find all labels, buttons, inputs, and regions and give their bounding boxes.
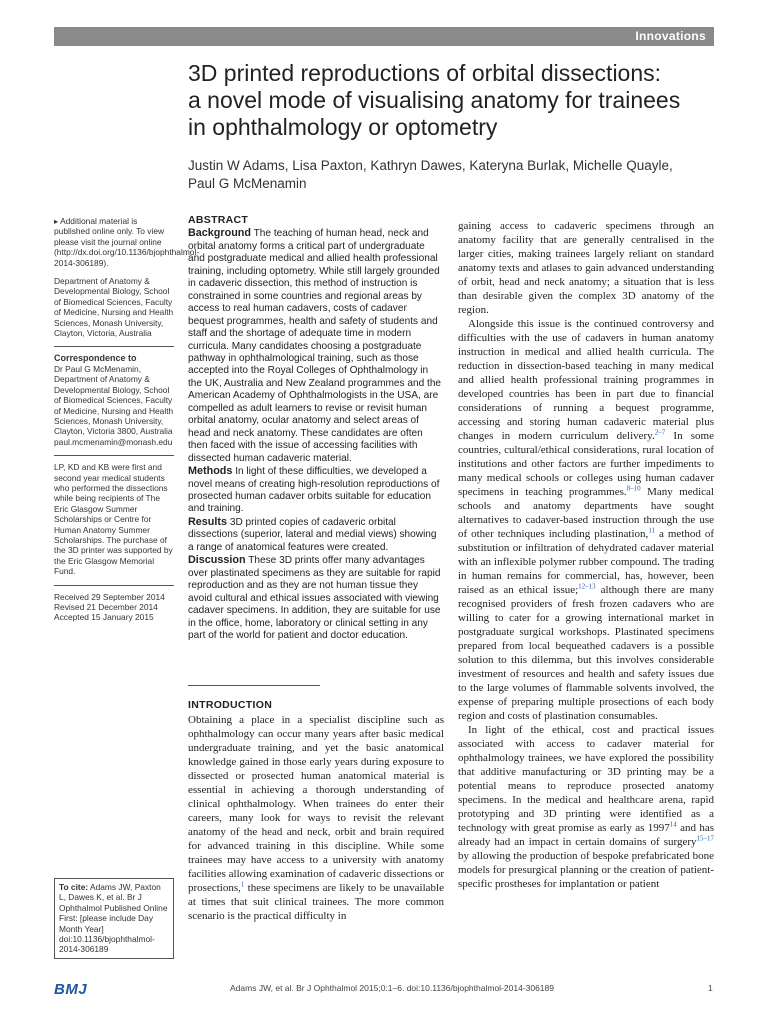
background-label: Background: [188, 227, 251, 240]
author-line: Paul G McMenamin: [188, 176, 307, 191]
reference-link[interactable]: 11: [648, 526, 656, 535]
divider: [54, 585, 174, 586]
bmj-logo: BMJ: [54, 981, 88, 998]
accepted-date: Accepted 15 January 2015: [54, 612, 154, 623]
funding-note: LP, KD and KB were first and second year medical students who performed the dissections while being recipients of The Eric Glasgow Summer Scholarships or Centre for Human Anatomy Summer Scholarships. The purchase of the 3D printer was supported by the Eric Glasgow Memorial Fund.: [54, 462, 173, 577]
introduction-body: [188, 713, 444, 923]
body-paragraph: [458, 723, 714, 891]
abstract-divider: [188, 685, 320, 686]
reference-link[interactable]: 1: [240, 880, 245, 889]
reference-link[interactable]: 12–13: [578, 582, 596, 591]
abstract-methods: [188, 465, 444, 516]
discussion-label: Discussion: [188, 554, 246, 567]
introduction-heading: INTRODUCTION: [188, 699, 273, 711]
abstract-discussion: [188, 554, 444, 642]
methods-text: In light of these difficulties, we developed a novel means of creating high-resolution reproductions of prosected human cadaver orbits suitable for education and training.: [188, 466, 440, 515]
divider: [54, 455, 174, 456]
body-text: In light of the ethical, cost and practical issues associated with access to cadaver material for ophthalmology trainees, we have explored the possibility that additive manufacturing or 3D printing may be a potential means to reproduce prosected anatomy specimens. In the medical and healthcare arena, rapid prototyping and 3D printing were identified as a technology with great promise as early as 1997: [458, 724, 714, 834]
intro-paragraph: [188, 713, 444, 923]
page-number: 1: [708, 983, 713, 993]
reference-link[interactable]: 14: [669, 820, 677, 829]
background-text: The teaching of human head, neck and orbital anatomy forms a critical part of undergraduate and postgraduate medical and allied health professional training, including optometry. While still largely grounded in cadaveric dissection, this method of instruction is constrained in some countries and regional areas by access to real human cadavers, costs of cadaver bequest programmes, health and safety of students and staff and the shortage of adequate time in modern curricula. Many candidates choosing a postgraduate pathway in ophthalmological training, such as those accepted into the Royal Colleges of Ophthalmology in the UK, Australia and New Zealand programmes and the American Academy of Ophthalmologists in the USA, are compelled as adult learners to revise or revisit human orbital anatomy, ocular anatomy and select areas of head and neck anatomy. These candidates are often then faced with the issue of accessing facilities with dissected human cadaveric material.: [188, 228, 442, 464]
received-date: Received 29 September 2014: [54, 591, 165, 602]
body-text: Alongside this issue is the continued controversy and difficulties with the use of cadavers in human anatomy instruction in medical and allied health curricula. The reduction in dissection-based teaching in many medical and allied health professional training programmes in developed countries has been in part due to financial considerations of running a bequest programme, accessing and storing human cadaveric material plus changes in modern curriculum delivery.: [458, 318, 714, 442]
footer-citation: Adams JW, et al. Br J Ophthalmol 2015;0:1–6. doi:10.1136/bjophthalmol-2014-306189: [230, 983, 554, 993]
section-header-bar: [54, 27, 714, 46]
author-line: Justin W Adams, Lisa Paxton, Kathryn Dawes, Kateryna Burlak, Michelle Quayle,: [188, 158, 673, 173]
intro-text: these specimens are likely to be unavailable at times that suit clinical trainees. The more common scenario is the practical difficulty in: [188, 882, 444, 922]
abstract-heading: ABSTRACT: [188, 214, 249, 226]
abstract: [188, 214, 444, 642]
intro-text: Obtaining a place in a specialist discipline such as ophthalmology can occur many years after basic medical undergraduate training, and yet the basic anatomical knowledge gained in those early years during exposure to dissected or prosected human anatomical material is essential in achieving a thorough understanding of clinical ophthalmology. When trainees do enter their careers, many look for ways to revisit the relevant anatomy of the head and neck, orbit and brain required for advanced training in this discipline. While some trainees may have access to a university with anatomy facilities allowing examination of cadaveric dissections or prosections,: [188, 714, 444, 894]
affiliation: Department of Anatomy & Developmental Biology, School of Biomedical Sciences, Faculty of Medicine, Nursing and Health Sciences, Monash University, Clayton, Victoria, Australia: [54, 276, 174, 339]
results-label: Results: [188, 515, 228, 528]
abstract-results: [188, 516, 444, 554]
cite-text: Adams JW, Paxton L, Dawes K, et al. Br J Ophthalmol Published Online First: [please include Day Month Year] doi:10.1136/bjophthalmol-2014-306189: [59, 882, 168, 955]
body-paragraph: [458, 317, 714, 723]
reference-link[interactable]: 15–17: [696, 834, 714, 843]
body-text: although there are many recognised providers of fresh frozen cadavers who are willing to cater for a growing international market in postgraduate surgical workshops. Plastinated specimens prepared from local bequeathed cadavers is a possible solution to this dilemma, but this involves considerable investment of resources and health and safety issues due to the large volumes of flammable solvents involved, the expense of preparing multiple prosections of each body region and costs of plastination consumables.: [458, 584, 714, 722]
abstract-background: [188, 227, 444, 465]
correspondence-heading: Correspondence to: [54, 353, 137, 364]
discussion-text: These 3D prints offer many advantages over plastinated specimens as they are suitable for rapid reproduction and as they are not human tissue they avoid cultural and ethical issues associated with viewing cadaver specimens. In addition, they are suitable for use in the office, home, laboratory or clinical setting in any part of the world for patient and doctor education.: [188, 555, 441, 641]
sidebar: [54, 216, 200, 623]
reference-link[interactable]: 2–7: [654, 428, 666, 437]
body-paragraph: gaining access to cadaveric specimens through an anatomy facility that are generally centralised in the larger cities, making trainees largely reliant on standard anatomy texts and atlases to gain advanced understanding of orbit, head and neck anatomy; a situation that is less than desirable given the complex 3D anatomy of the region.: [458, 220, 714, 316]
section-label: Innovations: [635, 29, 706, 43]
additional-material-note: ▸ Additional material is published online only. To view please visit the journal online (http://dx.doi.org/10.1136/bjophthalmol-2014-306189).: [54, 216, 200, 268]
divider: [54, 346, 174, 347]
body-text: by allowing the production of bespoke prefabricated bone models for presurgical planning or the creation of patient-specific prostheses for implantation or patient: [458, 850, 714, 890]
author-list: [188, 157, 728, 193]
methods-label: Methods: [188, 465, 233, 478]
results-text: 3D printed copies of cadaveric orbital dissections (superior, lateral and medial views) showing a range of anatomical features were created.: [188, 516, 437, 553]
body-text: a method of substitution or infiltration of dehydrated cadaver material with an inflexible polymer rubber compound. The trading in human remains for commercial, has, however, been raised as an ethical issue;: [458, 528, 715, 596]
body-text: Many medical schools and anatomy departments have sought alternatives to cadaver-based instruction through the use of other techniques including plastination,: [458, 486, 714, 540]
cite-label: To cite:: [59, 882, 89, 892]
article-title: [188, 60, 728, 141]
title-line: 3D printed reproductions of orbital dissections:: [188, 60, 662, 86]
reference-link[interactable]: 8–10: [626, 484, 641, 493]
title-line: a novel mode of visualising anatomy for trainees: [188, 87, 681, 113]
revised-date: Revised 21 December 2014: [54, 602, 158, 612]
correspondence-email[interactable]: paul.mcmenamin@monash.edu: [54, 436, 173, 447]
title-line: in ophthalmology or optometry: [188, 114, 498, 140]
body-text: In some countries, cultural/ethical considerations, rural location of institutions and other factors are further impediments to many medical schools or colleges using human cadaver specimens in teaching programmes.: [458, 430, 714, 498]
body-text: and has already had an impact in certain domains of surgery: [458, 822, 714, 848]
right-column-body: [458, 219, 714, 891]
cite-box: [54, 878, 174, 959]
correspondence-address: Dr Paul G McMenamin, Department of Anatomy & Developmental Biology, School of Biomedical Sciences, Faculty of Medicine, Nursing and Health Sciences, Monash University, Clayton, Victoria 3800, Australia: [54, 363, 174, 437]
